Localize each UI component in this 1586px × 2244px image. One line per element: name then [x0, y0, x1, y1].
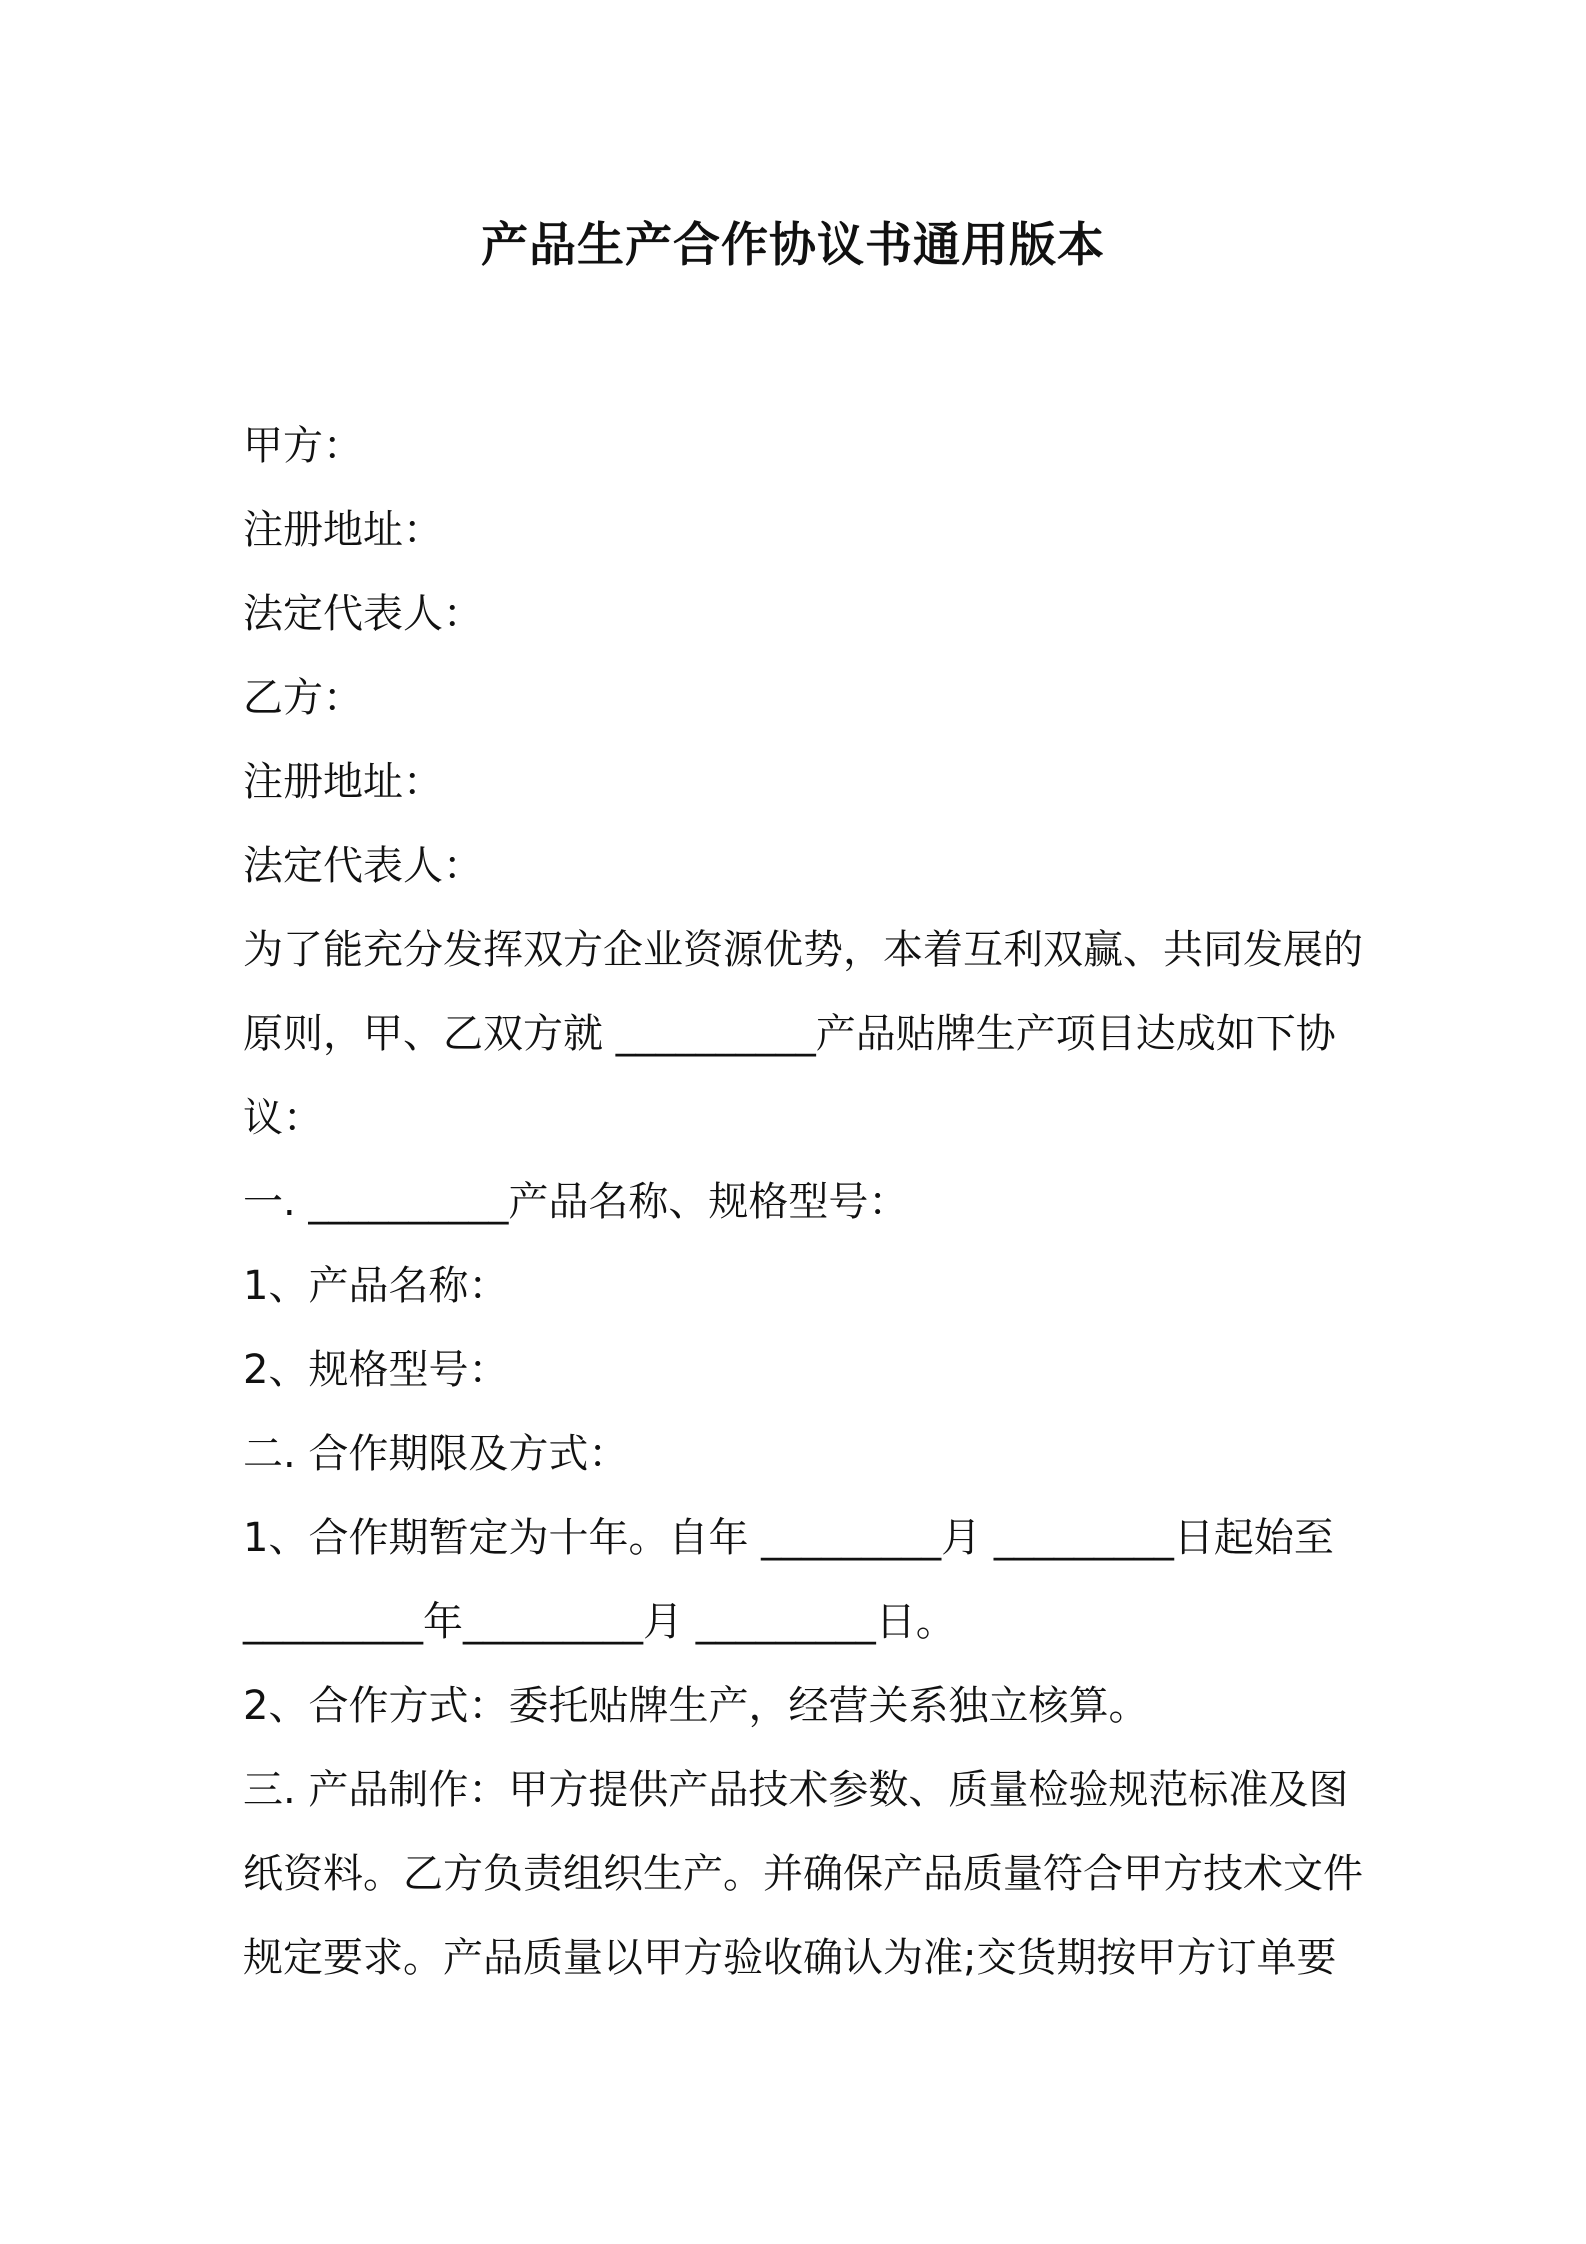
section-2-item-1-line-1: 1、合作期暂定为十年。自年 _________月 _________日起始至	[243, 1515, 1334, 1561]
party-a-representative-label: 法定代表人：	[243, 591, 483, 637]
preamble-line-1: 为了能充分发挥双方企业资源优势，本着互利双赢、共同发展的	[243, 927, 1363, 973]
document-body	[243, 404, 1363, 2000]
preamble-line-2: 原则，甲、乙双方就 __________产品贴牌生产项目达成如下协	[243, 1011, 1336, 1057]
party-b-label: 乙方：	[243, 675, 363, 721]
section-2-item-1-line-2: _________年_________月 _________日。	[243, 1599, 956, 1645]
section-2-item-2: 2、合作方式：委托贴牌生产，经营关系独立核算。	[243, 1683, 1149, 1729]
party-b-representative-label: 法定代表人：	[243, 843, 483, 889]
party-b-address-label: 注册地址：	[243, 759, 443, 805]
section-1-heading: 一. __________产品名称、规格型号：	[243, 1179, 909, 1225]
document-title: 产品生产合作协议书通用版本	[481, 218, 1105, 273]
section-3-line-3: 规定要求。产品质量以甲方验收确认为准;交货期按甲方订单要	[243, 1935, 1337, 1981]
section-3-line-2: 纸资料。乙方负责组织生产。并确保产品质量符合甲方技术文件	[243, 1851, 1363, 1897]
section-1-item-2: 2、规格型号：	[243, 1347, 509, 1393]
section-1-item-1: 1、产品名称：	[243, 1263, 509, 1309]
section-2-heading: 二. 合作期限及方式：	[243, 1431, 629, 1477]
party-a-address-label: 注册地址：	[243, 507, 443, 553]
preamble-line-3: 议：	[243, 1095, 323, 1141]
section-3-line-1: 三. 产品制作：甲方提供产品技术参数、质量检验规范标准及图	[243, 1767, 1349, 1813]
party-a-label: 甲方：	[243, 423, 363, 469]
